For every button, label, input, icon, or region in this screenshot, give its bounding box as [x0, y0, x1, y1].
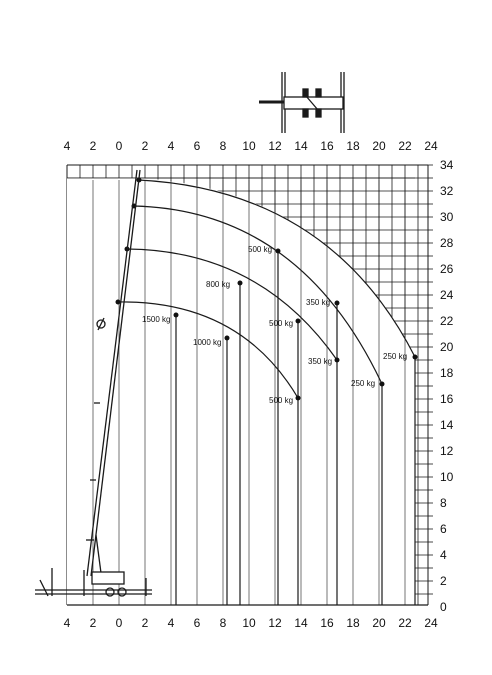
height-tick: 14 [440, 418, 454, 432]
height-tick: 22 [440, 314, 454, 328]
height-tick: 32 [440, 184, 454, 198]
top-tick: 4 [63, 139, 71, 153]
bottom-tick: 20 [372, 616, 386, 630]
height-tick: 10 [440, 470, 454, 484]
height-tick: 34 [440, 158, 454, 172]
load-point [276, 249, 281, 254]
load-label: 800 kg [206, 280, 231, 289]
load-point [296, 319, 301, 324]
top-tick: 12 [268, 139, 282, 153]
load-label: 500 kg [269, 396, 294, 405]
bottom-tick: 12 [268, 616, 282, 630]
bottom-tick: 14 [294, 616, 308, 630]
load-point [335, 301, 340, 306]
load-point [238, 281, 243, 286]
bottom-tick: 16 [320, 616, 334, 630]
chart-grid [67, 165, 433, 605]
top-tick: 8 [219, 139, 227, 153]
load-point [116, 300, 121, 305]
load-label: 500 kg [269, 319, 294, 328]
top-tick: 22 [398, 139, 412, 153]
bottom-tick: 2 [141, 616, 149, 630]
bottom-axis [64, 616, 438, 630]
load-point [413, 355, 418, 360]
bottom-tick: 6 [193, 616, 201, 630]
load-label: 1000 kg [193, 338, 222, 347]
bottom-tick: 10 [242, 616, 256, 630]
bottom-tick: 4 [63, 616, 71, 630]
top-tick: 16 [320, 139, 334, 153]
load-point [296, 396, 301, 401]
load-label: 250 kg [383, 352, 408, 361]
right-axis [440, 158, 454, 614]
top-tick: 18 [346, 139, 360, 153]
bottom-tick: 8 [219, 616, 227, 630]
height-tick: 6 [440, 522, 447, 536]
top-tick: 2 [141, 139, 149, 153]
top-tick: 10 [242, 139, 256, 153]
top-tick: 0 [115, 139, 123, 153]
height-tick: 26 [440, 262, 454, 276]
height-tick: 0 [440, 600, 447, 614]
load-point [380, 382, 385, 387]
height-tick: 30 [440, 210, 454, 224]
top-tick: 20 [372, 139, 386, 153]
height-tick: 20 [440, 340, 454, 354]
height-tick: 4 [440, 548, 447, 562]
top-tick: 4 [167, 139, 175, 153]
bottom-tick: 2 [89, 616, 97, 630]
height-tick: 24 [440, 288, 454, 302]
height-tick: 28 [440, 236, 454, 250]
height-tick: 2 [440, 574, 447, 588]
top-axis [64, 139, 438, 153]
load-point [335, 358, 340, 363]
top-tick: 24 [424, 139, 438, 153]
load-point [225, 336, 230, 341]
load-label: 350 kg [308, 357, 333, 366]
bottom-tick: 0 [115, 616, 123, 630]
load-label: 350 kg [306, 298, 331, 307]
outrigger-plan-view [259, 72, 344, 133]
load-label: 1500 kg [142, 315, 171, 324]
top-tick: 6 [193, 139, 201, 153]
load-label: 500 kg [248, 245, 273, 254]
top-tick: 14 [294, 139, 308, 153]
bottom-tick: 24 [424, 616, 438, 630]
bottom-tick: 4 [167, 616, 175, 630]
bottom-tick: 22 [398, 616, 412, 630]
height-tick: 18 [440, 366, 454, 380]
top-tick: 2 [89, 139, 97, 153]
height-tick: 12 [440, 444, 454, 458]
load-point [174, 313, 179, 318]
load-label: 250 kg [351, 379, 376, 388]
height-tick: 16 [440, 392, 454, 406]
height-tick: 8 [440, 496, 447, 510]
bottom-tick: 18 [346, 616, 360, 630]
